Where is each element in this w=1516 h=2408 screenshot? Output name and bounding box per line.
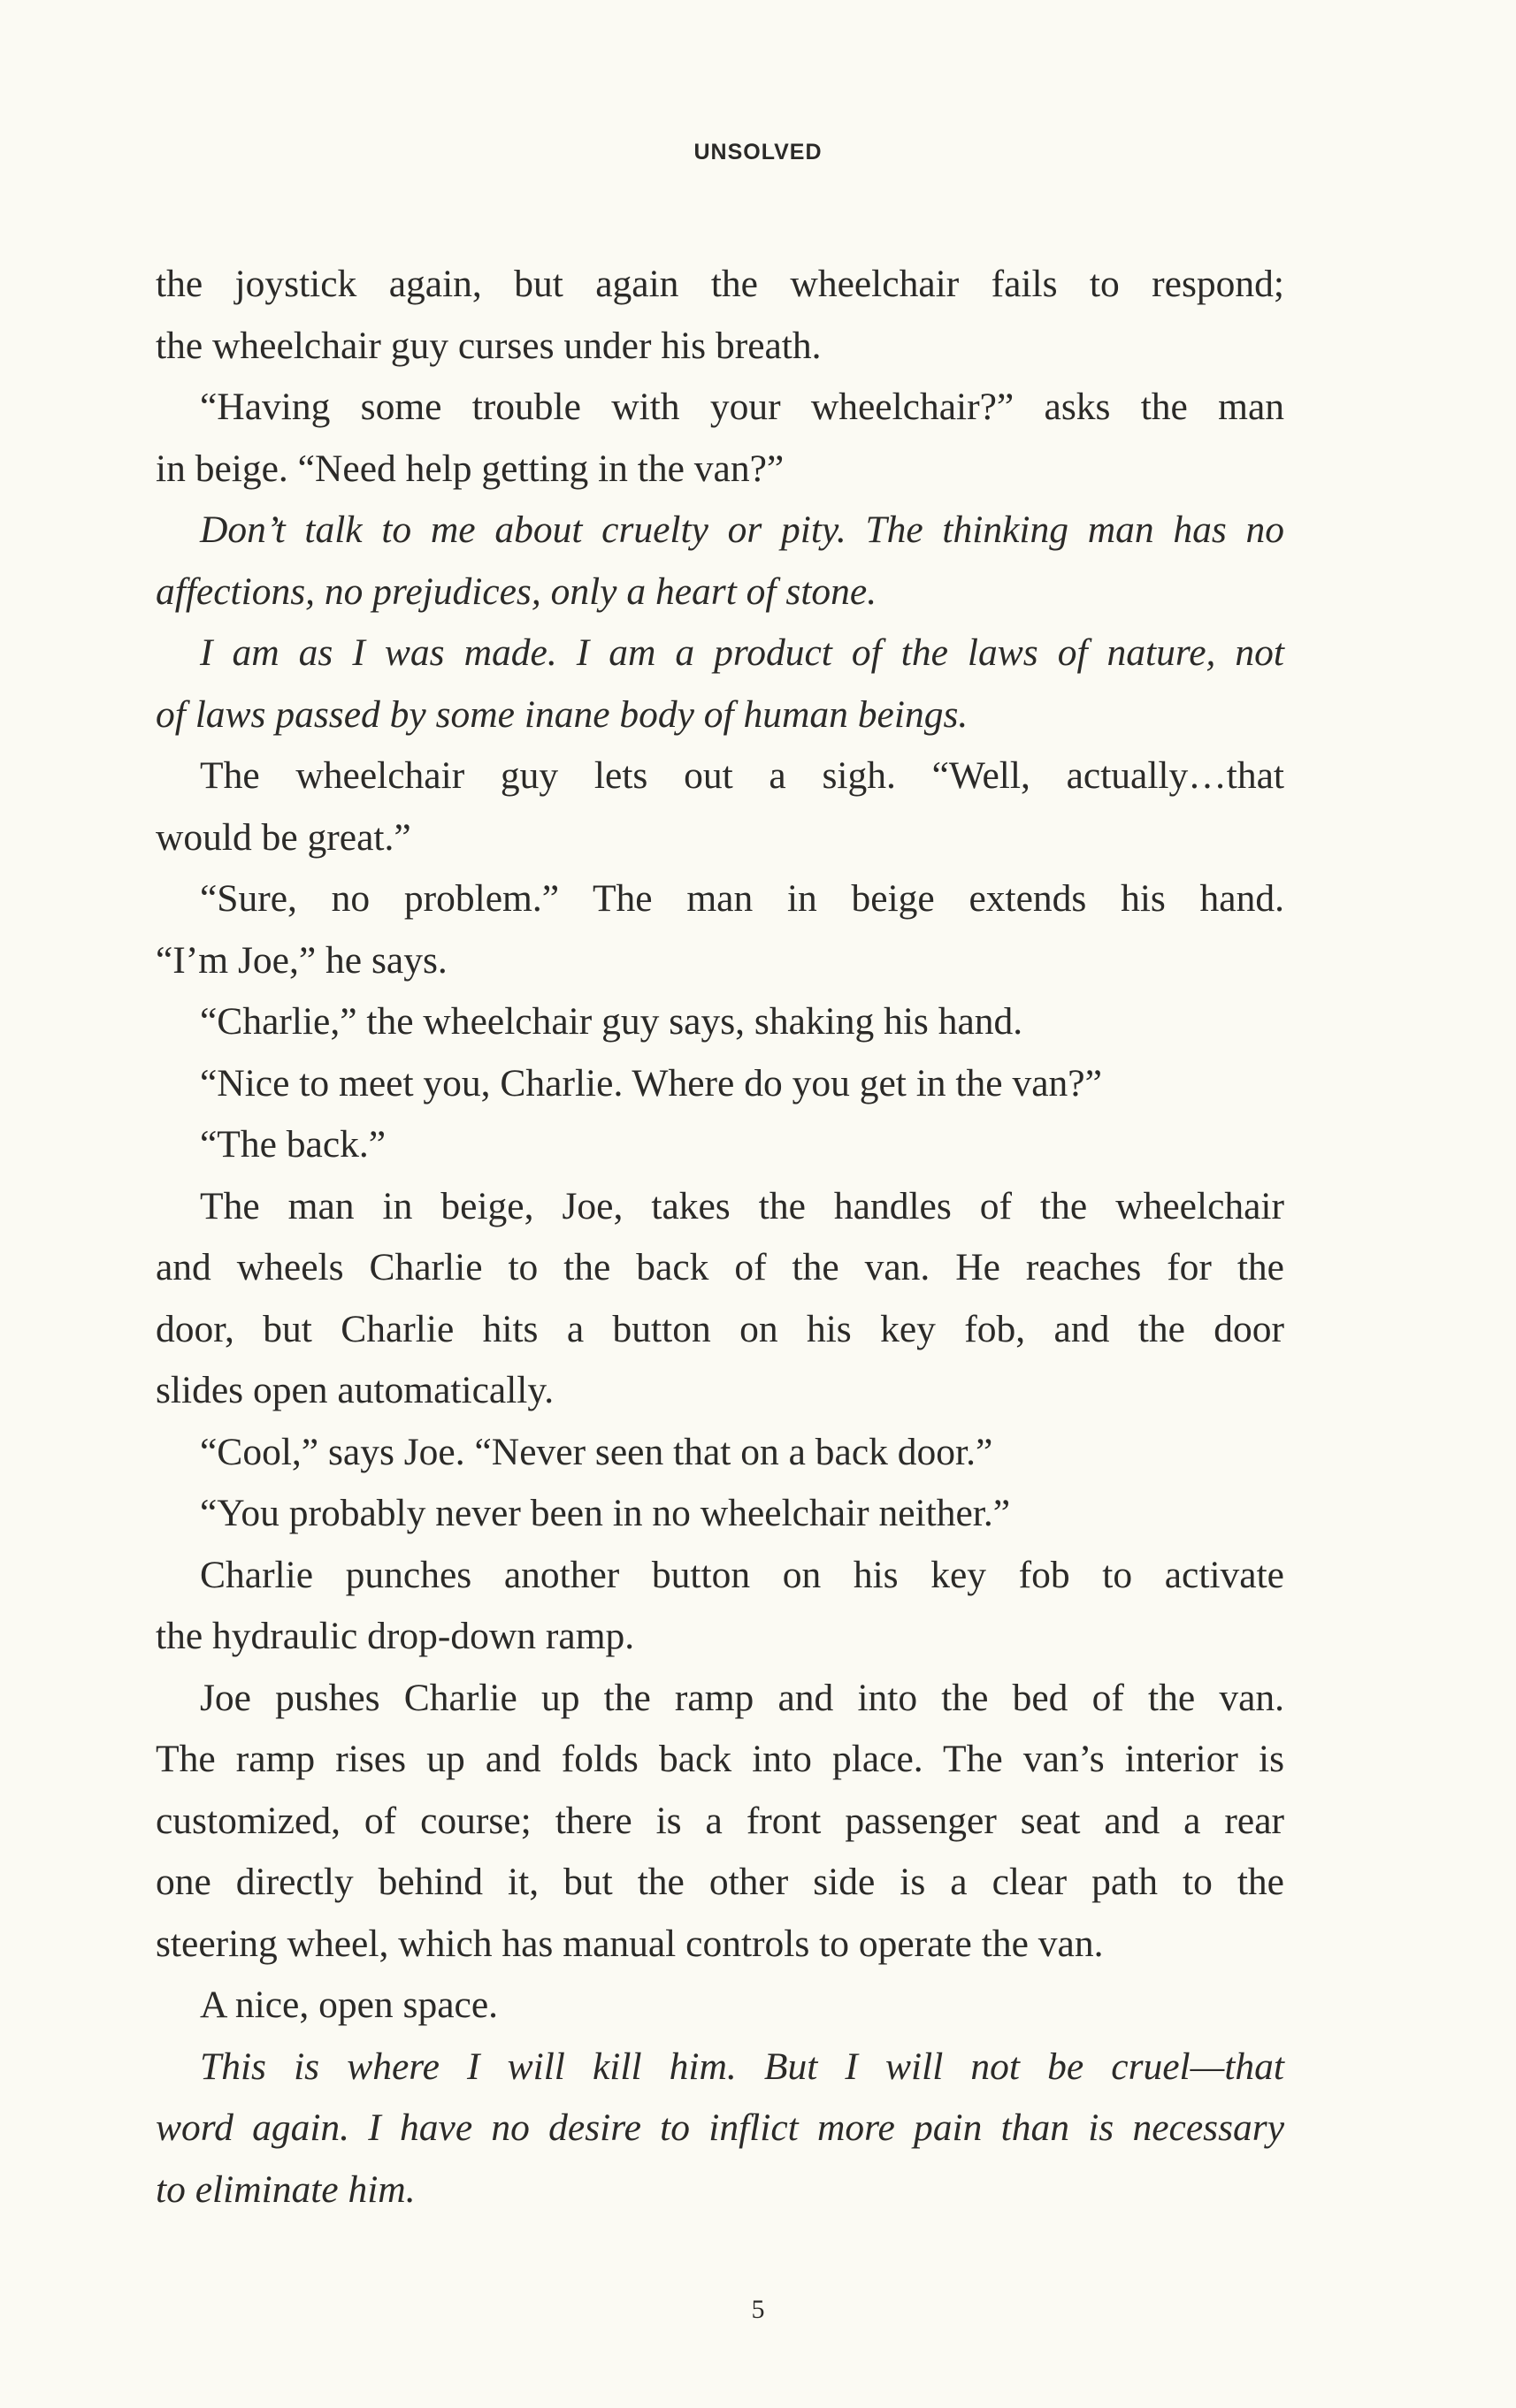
text-line: “Charlie,” the wheelchair guy says, shaking his hand. xyxy=(200,1000,1023,1043)
page-number: 5 xyxy=(751,2295,765,2324)
text-line: “Nice to meet you, Charlie. Where do you get in the van?” xyxy=(200,1061,1102,1105)
text-line: of laws passed by some inane body of human beings. xyxy=(156,692,969,736)
text-line: would be great.” xyxy=(156,815,411,859)
running-head: UNSOLVED xyxy=(693,140,823,164)
text-line: door, but Charlie hits a button on his key fob, and the door xyxy=(156,1307,1284,1350)
text-line: Charlie punches another button on his key fob to activate xyxy=(200,1553,1284,1596)
text-line: “You probably never been in no wheelchair neither.” xyxy=(200,1492,1011,1534)
text-line: Don’t talk to me about cruelty or pity. The thinking man has no xyxy=(200,508,1284,551)
text-line: I am as I was made. I am a product of the laws of nature, not xyxy=(200,631,1284,674)
text-line: “Sure, no problem.” The man in beige extends his hand. xyxy=(200,877,1284,920)
text-line: customized, of course; there is a front passenger seat and a rear xyxy=(156,1799,1284,1842)
text-line: The wheelchair guy lets out a sigh. “Well, actually…that xyxy=(200,754,1284,797)
text-line: The man in beige, Joe, takes the handles of the wheelchair xyxy=(200,1184,1284,1227)
body-text xyxy=(156,254,1284,2221)
text-line: The ramp rises up and folds back into place. The van’s interior is xyxy=(156,1738,1284,1780)
text-line: “I’m Joe,” he says. xyxy=(156,938,448,982)
text-line: slides open automatically. xyxy=(156,1369,555,1411)
text-line: word again. I have no desire to inflict more pain than is necessary xyxy=(156,2106,1284,2149)
text-line: Joe pushes Charlie up the ramp and into the bed of the van. xyxy=(200,1676,1284,1719)
text-line: “Cool,” says Joe. “Never seen that on a back door.” xyxy=(200,1430,993,1473)
text-line: “The back.” xyxy=(200,1123,387,1166)
text-line: affections, no prejudices, only a heart of stone. xyxy=(156,570,877,613)
text-line: to eliminate him. xyxy=(156,2167,416,2211)
text-line: in beige. “Need help getting in the van?” xyxy=(156,447,785,490)
text-line: A nice, open space. xyxy=(200,1984,498,2026)
text-line: This is where I will kill him. But I will not be cruel—that xyxy=(200,2045,1284,2088)
text-line: one directly behind it, but the other side is a clear path to the xyxy=(156,1861,1284,1903)
text-line: and wheels Charlie to the back of the van. He reaches for the xyxy=(156,1246,1284,1288)
text-line: “Having some trouble with your wheelchair?” asks the man xyxy=(200,386,1284,428)
text-line: the hydraulic drop-down ramp. xyxy=(156,1615,635,1657)
text-line: steering wheel, which has manual controls to operate the van. xyxy=(156,1922,1104,1965)
text-line: the wheelchair guy curses under his breath. xyxy=(156,324,822,367)
text-line: the joystick again, but again the wheelchair fails to respond; xyxy=(156,263,1284,305)
